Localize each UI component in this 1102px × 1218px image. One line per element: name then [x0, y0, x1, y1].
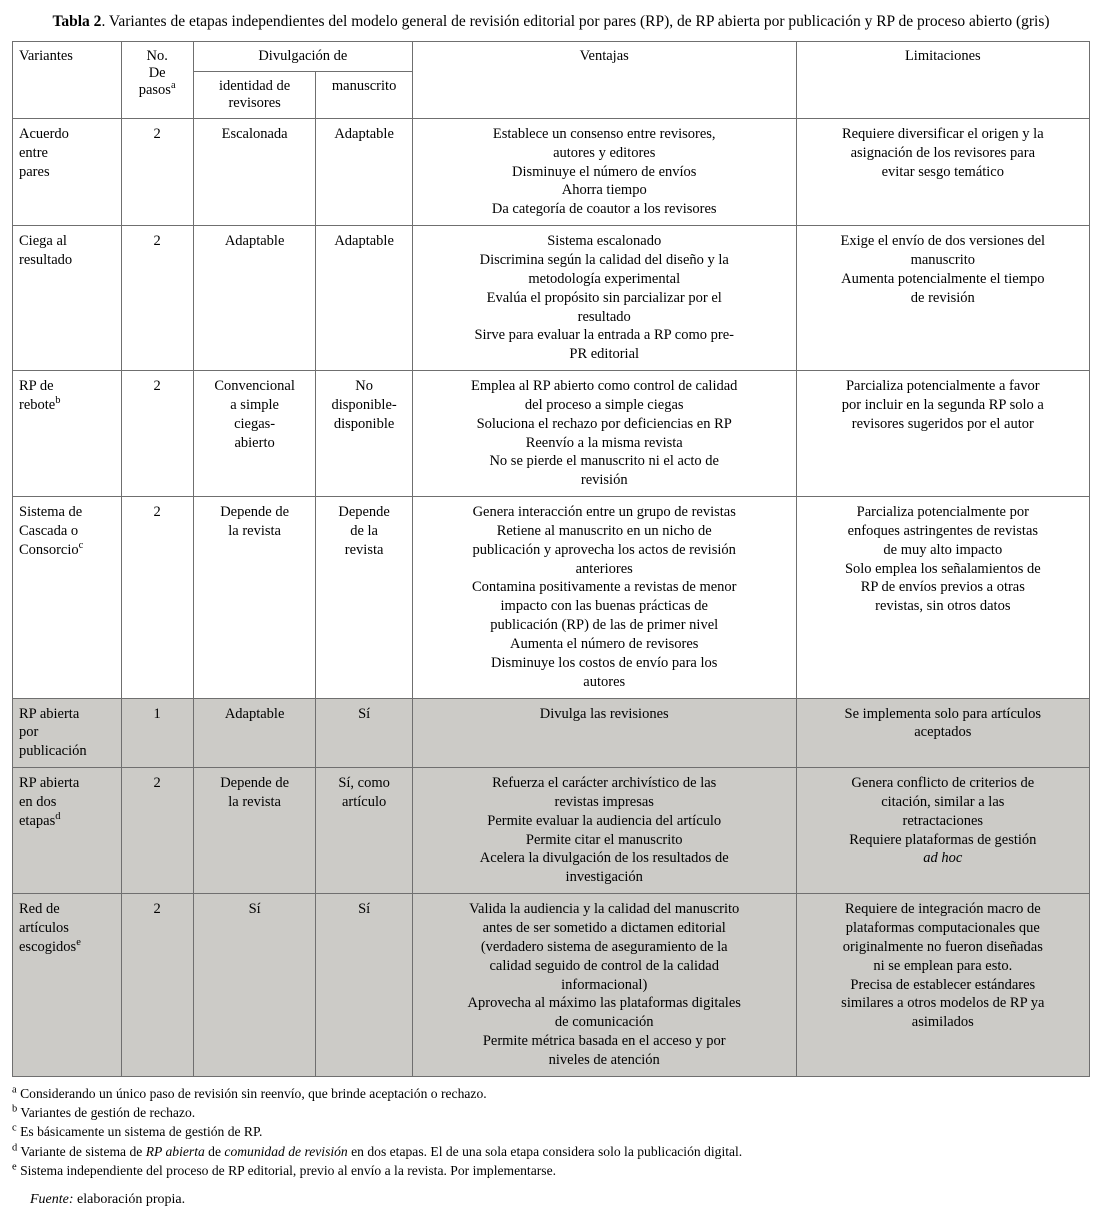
- limitacion-line: Solo emplea los señalamientos de: [844, 560, 1041, 577]
- limitacion-line: Parcializa potencialmente a favor: [845, 378, 1040, 395]
- cell-identidad-revisores: [193, 371, 316, 497]
- identidad-line: Depende de: [220, 775, 290, 792]
- manuscrito-line: Adaptable: [334, 125, 394, 142]
- limitacion-line: citación, similar a las: [881, 793, 1005, 810]
- variante-line: Consorcio$^c$: [19, 539, 84, 558]
- variante-line: Sistema de: [19, 504, 83, 521]
- identidad-line: Sí: [248, 901, 261, 918]
- variante-line: publicación: [19, 743, 87, 760]
- cell-manuscrito: [316, 118, 412, 225]
- limitacion-line: Exige el envío de dos versiones del: [840, 233, 1046, 250]
- header-ventajas: Ventajas: [412, 41, 796, 118]
- cell-variante: [13, 497, 122, 698]
- ventaja-line: Emplea al RP abierto como control de calidad: [471, 378, 738, 395]
- limitacion-line: ni se emplean para esto.: [873, 957, 1013, 974]
- manuscrito-line: artículo: [341, 793, 387, 810]
- ventaja-line: Disminuye el número de envíos: [512, 163, 697, 180]
- ventaja-line: Permite métrica basada en el acceso y por: [482, 1033, 726, 1050]
- ventaja-line: revistas impresas: [554, 793, 654, 810]
- footnotes: [12, 1084, 1090, 1180]
- ventaja-line: niveles de atención: [548, 1051, 660, 1068]
- cell-pasos: 2: [121, 894, 193, 1077]
- ventaja-line: Valida la audiencia y la calidad del manuscrito: [469, 901, 740, 918]
- cell-manuscrito: [316, 768, 412, 894]
- cell-identidad-revisores: [193, 698, 316, 768]
- ventaja-line: calidad seguido de control de la calidad: [489, 957, 719, 974]
- source-text: elaboración propia.: [73, 1192, 186, 1208]
- footnote: [12, 1103, 1090, 1122]
- limitacion-line: retractaciones: [902, 812, 984, 829]
- footnote-mark: e: [12, 1161, 17, 1173]
- cell-variante: [13, 768, 122, 894]
- identidad-line: Depende de: [220, 504, 290, 521]
- footnote-text: Considerando un único paso de revisión sin reenvío, que brinde aceptación o rechazo.: [20, 1085, 487, 1101]
- manuscrito-line: No: [355, 378, 373, 395]
- manuscrito-line: Sí, como: [338, 775, 390, 792]
- limitacion-line: Aumenta potencialmente el tiempo: [841, 270, 1045, 287]
- manuscrito-line: Sí: [358, 705, 371, 722]
- cell-limitaciones: [796, 768, 1089, 894]
- footnote: [12, 1161, 1090, 1180]
- ventaja-line: Contamina positivamente a revistas de menor: [471, 579, 737, 596]
- variante-line: resultado: [19, 251, 73, 268]
- cell-ventajas: [412, 371, 796, 497]
- cell-ventajas: [412, 226, 796, 371]
- cell-pasos: 2: [121, 371, 193, 497]
- identidad-line: Escalonada: [221, 125, 288, 142]
- manuscrito-line: disponible: [333, 415, 395, 432]
- variante-line: rebote$^b$: [19, 395, 61, 413]
- limitacion-line: aceptados: [914, 724, 972, 741]
- cell-ventajas: [412, 118, 796, 225]
- ventaja-line: Genera interacción entre un grupo de revistas: [472, 504, 736, 521]
- footnote: [12, 1122, 1090, 1141]
- cell-identidad-revisores: [193, 226, 316, 371]
- manuscrito-line: revista: [344, 541, 384, 558]
- identidad-line: Adaptable: [224, 233, 285, 250]
- cell-manuscrito: [316, 698, 412, 768]
- limitacion-line: enfoques astringentes de revistas: [847, 522, 1039, 539]
- table-row: [13, 118, 1090, 225]
- footnote-mark: b: [12, 1103, 18, 1115]
- limitacion-line: similares a otros modelos de RP ya: [841, 995, 1045, 1012]
- cell-pasos: 1: [121, 698, 193, 768]
- cell-limitaciones: [796, 226, 1089, 371]
- ventaja-line: del proceso a simple ciegas: [524, 396, 684, 413]
- limitacion-line: Genera conflicto de criterios de: [851, 775, 1035, 792]
- footnote-mark: a: [12, 1084, 17, 1096]
- ventaja-line: investigación: [565, 869, 643, 886]
- ventaja-line: Divulga las revisiones: [539, 705, 669, 722]
- cell-limitaciones: [796, 371, 1089, 497]
- ventaja-line: resultado: [577, 308, 631, 325]
- ventaja-line: Soluciona el rechazo por deficiencias en RP: [476, 415, 732, 432]
- ventaja-line: publicación (RP) de las de primer nivel: [490, 617, 719, 634]
- cell-pasos: 2: [121, 768, 193, 894]
- header-row-1: [13, 41, 1090, 71]
- table-body: [13, 118, 1090, 1076]
- ventaja-line: Da categoría de coautor a los revisores: [491, 201, 717, 218]
- footnote-text: Variantes de gestión de rechazo.: [20, 1105, 196, 1121]
- ventaja-line: metodología experimental: [528, 270, 681, 287]
- header-limitaciones: Limitaciones: [796, 41, 1089, 118]
- variants-table: [12, 41, 1090, 1077]
- variante-line: RP de: [19, 378, 54, 395]
- variante-line: etapas$^d$: [19, 810, 61, 829]
- limitacion-line: revisores sugeridos por el autor: [851, 415, 1034, 432]
- limitacion-line: asimilados: [911, 1014, 974, 1031]
- cell-identidad-revisores: [193, 118, 316, 225]
- cell-limitaciones: [796, 698, 1089, 768]
- cell-manuscrito: [316, 226, 412, 371]
- caption-label: Tabla 2: [52, 13, 102, 30]
- limitacion-line: revistas, sin otros datos: [875, 598, 1011, 615]
- variante-line: pares: [19, 163, 50, 180]
- variante-line: escogidos$^e$: [19, 937, 81, 955]
- limitacion-line: Requiere diversificar el origen y la: [841, 125, 1044, 142]
- identidad-line: ciegas-: [234, 415, 276, 432]
- ventaja-line: Evalúa el propósito sin parcializar por el: [486, 289, 722, 306]
- footnote-text: Sistema independiente del proceso de RP editorial, previo al envío a la revista. Por implementarse.: [20, 1162, 556, 1178]
- cell-ventajas: [412, 698, 796, 768]
- cell-ventajas: [412, 894, 796, 1077]
- cell-pasos: 2: [121, 226, 193, 371]
- source-line: [12, 1192, 1090, 1208]
- table-row: [13, 371, 1090, 497]
- ventaja-line: Acelera la divulgación de los resultados de: [479, 850, 729, 867]
- footnote-text: de: [204, 1143, 225, 1159]
- ventaja-line: de comunicación: [554, 1014, 654, 1031]
- limitacion-line: Requiere de integración macro de: [844, 901, 1041, 918]
- variante-line: Acuerdo: [19, 125, 69, 142]
- ventaja-line: Refuerza el carácter archivístico de las: [492, 775, 717, 792]
- manuscrito-line: Sí: [358, 901, 371, 918]
- table-row: [13, 894, 1090, 1077]
- limitacion-line: RP de envíos previos a otras: [860, 579, 1025, 596]
- cell-pasos: 2: [121, 497, 193, 698]
- variante-line: artículos: [19, 919, 69, 936]
- footnote-italic: comunidad de revisión: [224, 1143, 348, 1159]
- footnote: [12, 1084, 1090, 1103]
- limitacion-line: asignación de los revisores para: [850, 144, 1036, 161]
- header-divulgacion: Divulgación de: [193, 41, 412, 71]
- variante-line: por: [19, 724, 39, 741]
- header-pasos: No. De pasos$^a$: [121, 41, 193, 118]
- ventaja-line: Ahorra tiempo: [561, 182, 647, 199]
- footnote-text: en dos etapas. El de una sola etapa considera solo la publicación digital.: [347, 1143, 743, 1159]
- table-row: [13, 497, 1090, 698]
- manuscrito-line: Adaptable: [334, 233, 394, 250]
- variante-line: Cascada o: [19, 522, 79, 539]
- ventaja-line: revisión: [580, 472, 628, 489]
- variante-line: Red de: [19, 901, 60, 918]
- limitacion-line: plataformas computacionales que: [845, 919, 1040, 936]
- footnote-mark: d: [12, 1142, 18, 1154]
- variante-line: en dos: [19, 793, 57, 810]
- identidad-line: Adaptable: [224, 705, 285, 722]
- table-header: [13, 41, 1090, 118]
- cell-variante: [13, 698, 122, 768]
- footnote-text: Variante de sistema de: [20, 1143, 146, 1159]
- ventaja-line: publicación y aprovecha los actos de revisión: [472, 541, 736, 558]
- table-row: [13, 698, 1090, 768]
- cell-ventajas: [412, 768, 796, 894]
- manuscrito-line: de la: [350, 522, 378, 539]
- cell-pasos: 2: [121, 118, 193, 225]
- ventaja-line: Discrimina según la calidad del diseño y la: [479, 251, 729, 268]
- cell-limitaciones: [796, 118, 1089, 225]
- footnote-italic: RP abierta: [145, 1143, 205, 1159]
- cell-variante: [13, 894, 122, 1077]
- ventaja-line: informacional): [561, 976, 648, 993]
- cell-variante: [13, 226, 122, 371]
- variante-line: entre: [19, 144, 48, 161]
- cell-limitaciones: [796, 497, 1089, 698]
- limitacion-line: Requiere plataformas de gestión: [849, 831, 1037, 848]
- manuscrito-line: Depende: [338, 504, 390, 521]
- cell-identidad-revisores: [193, 894, 316, 1077]
- ventaja-line: (verdadero sistema de aseguramiento de la: [480, 938, 728, 955]
- cell-manuscrito: [316, 371, 412, 497]
- caption-text: . Variantes de etapas independientes del modelo general de revisión editorial por pares (RP), de RP abierta por publicación y RP de proceso abierto (gris): [101, 13, 1050, 30]
- identidad-line: abierto: [234, 434, 275, 451]
- identidad-line: la revista: [228, 793, 281, 810]
- variante-line: RP abierta: [19, 775, 80, 792]
- variante-line: Ciega al: [19, 233, 67, 250]
- limitacion-line: originalmente no fueron diseñadas: [842, 938, 1043, 955]
- identidad-line: Convencional: [214, 378, 295, 395]
- header-identidad-revisores: identidad de revisores: [193, 71, 316, 118]
- cell-variante: [13, 118, 122, 225]
- limitacion-line: de muy alto impacto: [883, 541, 1003, 558]
- ventaja-line: PR editorial: [569, 346, 640, 363]
- ventaja-line: Permite citar el manuscrito: [525, 831, 683, 848]
- manuscrito-line: disponible-: [331, 396, 397, 413]
- identidad-line: la revista: [228, 522, 281, 539]
- ventaja-line: Sistema escalonado: [547, 233, 662, 250]
- limitacion-line: Precisa de establecer estándares: [850, 976, 1036, 993]
- ventaja-line: Retiene al manuscrito en un nicho de: [496, 522, 712, 539]
- cell-ventajas: [412, 497, 796, 698]
- table-row: [13, 768, 1090, 894]
- table-row: [13, 226, 1090, 371]
- ventaja-line: impacto con las buenas prácticas de: [500, 598, 708, 615]
- limitacion-line: por incluir en la segunda RP solo a: [841, 396, 1044, 413]
- limitacion-line: de revisión: [910, 289, 975, 306]
- footnote-mark: c: [12, 1122, 17, 1134]
- ventaja-line: Reenvío a la misma revista: [525, 434, 683, 451]
- ventaja-line: anteriores: [575, 560, 633, 577]
- footnote-text: Es básicamente un sistema de gestión de RP.: [20, 1124, 263, 1140]
- ventaja-line: antes de ser sometido a dictamen editorial: [482, 919, 726, 936]
- ventaja-line: Permite evaluar la audiencia del artículo: [487, 812, 722, 829]
- header-manuscrito: manuscrito: [316, 71, 412, 118]
- ventaja-line: No se pierde el manuscrito ni el acto de: [489, 453, 719, 470]
- limitacion-line: evitar sesgo temático: [881, 163, 1004, 180]
- limitacion-line-italic: ad hoc: [923, 850, 963, 867]
- limitacion-line: Se implementa solo para artículos: [844, 705, 1042, 722]
- header-variantes: Variantes: [13, 41, 122, 118]
- cell-manuscrito: [316, 894, 412, 1077]
- cell-identidad-revisores: [193, 768, 316, 894]
- limitacion-line: Parcializa potencialmente por: [856, 504, 1029, 521]
- cell-limitaciones: [796, 894, 1089, 1077]
- ventaja-line: Aumenta el número de revisores: [510, 636, 699, 653]
- ventaja-line: Establece un consenso entre revisores,: [492, 125, 716, 142]
- source-label: Fuente:: [30, 1192, 74, 1208]
- ventaja-line: Disminuye los costos de envío para los: [491, 654, 718, 671]
- cell-manuscrito: [316, 497, 412, 698]
- footnote: [12, 1142, 1090, 1161]
- cell-variante: [13, 371, 122, 497]
- ventaja-line: Sirve para evaluar la entrada a RP como pre-: [474, 327, 734, 344]
- identidad-line: a simple: [230, 396, 279, 413]
- limitacion-line: manuscrito: [910, 251, 976, 268]
- ventaja-line: Aprovecha al máximo las plataformas digitales: [467, 995, 741, 1012]
- ventaja-line: autores y editores: [553, 144, 656, 161]
- variante-line: RP abierta: [19, 705, 80, 722]
- ventaja-line: autores: [583, 673, 626, 690]
- cell-identidad-revisores: [193, 497, 316, 698]
- table-caption: [12, 12, 1090, 33]
